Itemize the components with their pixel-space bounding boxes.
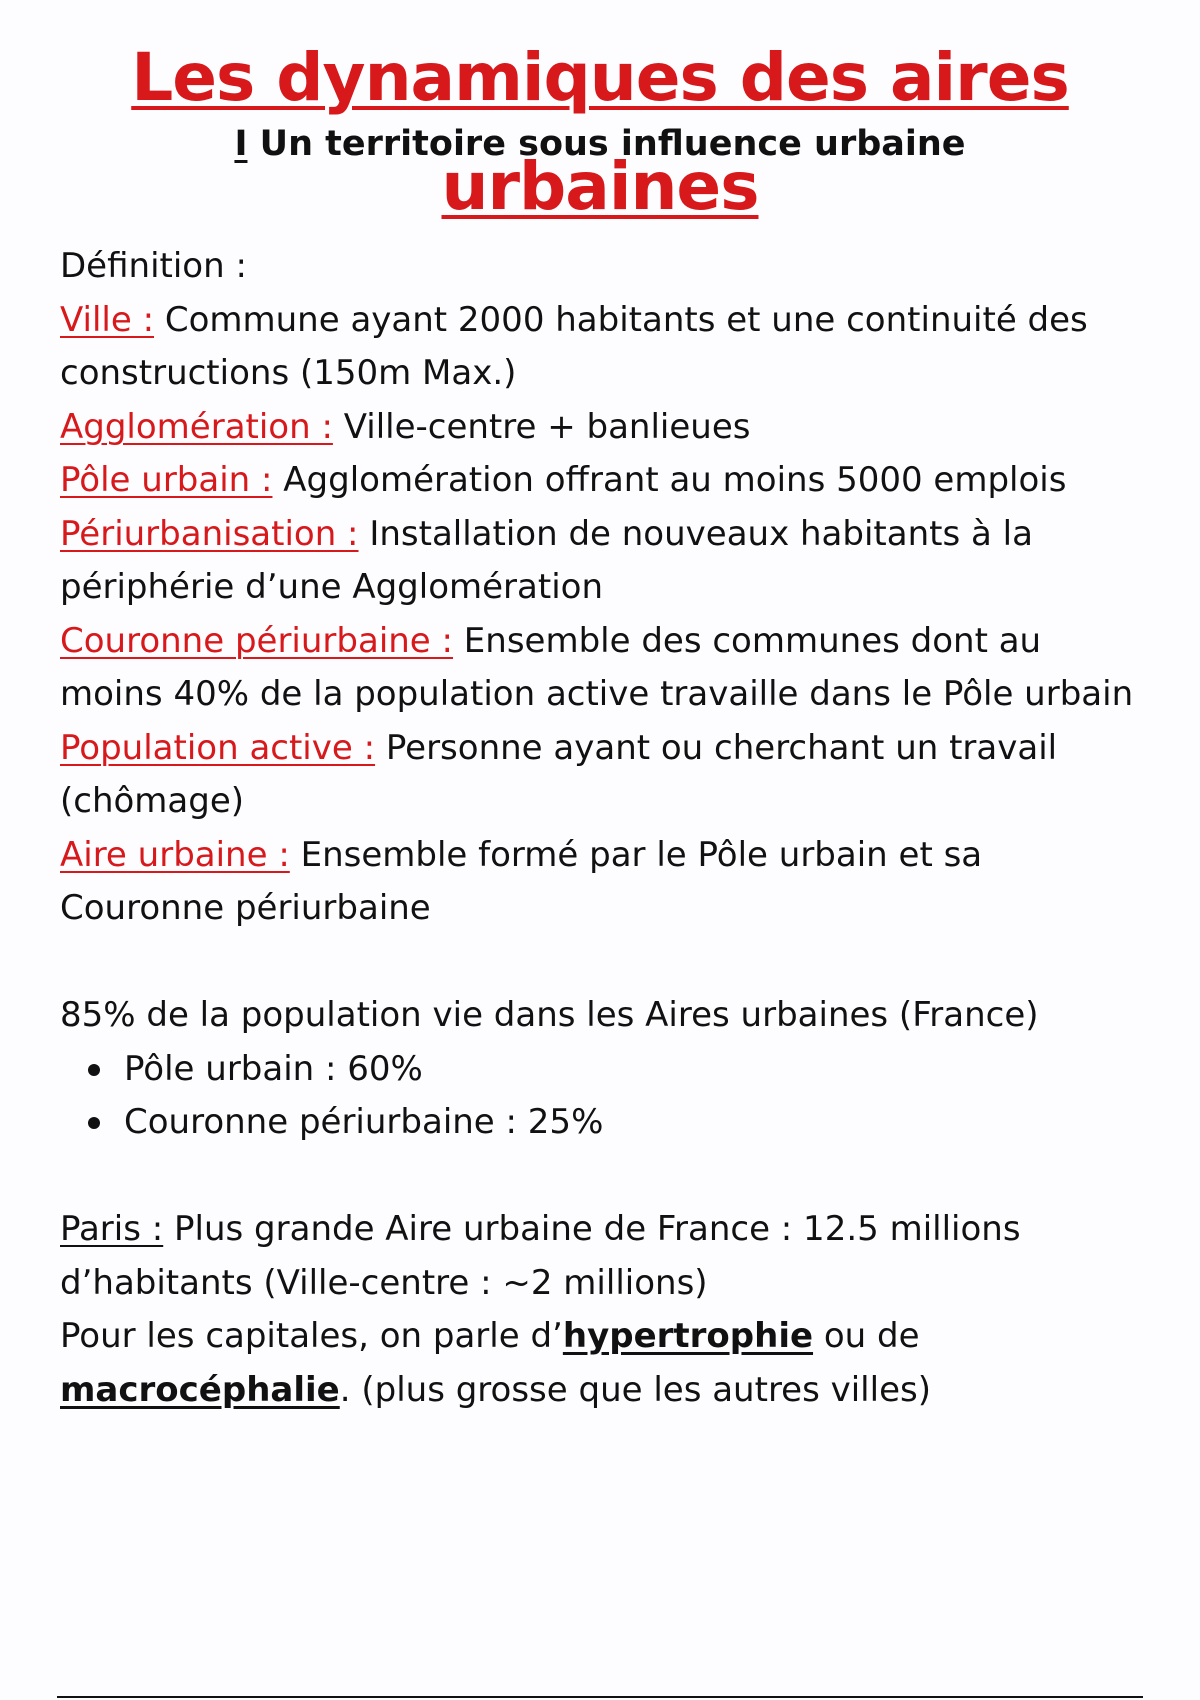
page-divider xyxy=(57,1696,1143,1698)
capitals-middle: ou de xyxy=(813,1316,920,1356)
page-header xyxy=(0,39,1200,225)
definition-pole-urbain xyxy=(60,454,1140,508)
capitals-paragraph xyxy=(60,1310,1140,1417)
definition-term: Population active : xyxy=(60,727,376,768)
definition-periurbanisation xyxy=(60,508,1140,615)
paris-term: Paris : xyxy=(60,1209,164,1249)
definition-term: Agglomération : xyxy=(60,406,333,447)
paris-text: Plus grande Aire urbaine de France : 12.5 millions d’habitants (Ville-centre : ~2 millions) xyxy=(60,1209,1021,1303)
definition-population-active xyxy=(60,722,1140,829)
definition-couronne-periurbaine xyxy=(60,615,1140,722)
definition-term: Aire urbaine : xyxy=(60,834,290,875)
list-item-text: Pôle urbain : 60% xyxy=(124,1048,423,1089)
keyword-macrocephalie: macrocéphalie xyxy=(60,1369,340,1410)
stats-intro: 85% de la population vie dans les Aires urbaines (France) xyxy=(60,995,1039,1035)
definition-text: Ville-centre + banlieues xyxy=(332,406,751,447)
definition-aire-urbaine xyxy=(60,829,1140,936)
document-body xyxy=(60,240,1140,1417)
section-subtitle-text: Un territoire sous influence urbaine xyxy=(247,124,966,164)
definition-text: Ensemble formé par le Pôle urbain et sa Couronne périurbaine xyxy=(60,834,983,928)
section-numeral: I xyxy=(234,124,248,164)
definition-text: Ensemble des communes dont au moins 40% de la population active travaille dans le Pôle urbain xyxy=(60,620,1134,714)
definition-term: Pôle urbain : xyxy=(60,460,273,500)
page-title-line-1: Les dynamiques des aires xyxy=(131,39,1069,116)
spacer xyxy=(60,936,1140,990)
definition-agglomeration xyxy=(60,401,1140,455)
definition-text: Commune ayant 2000 habitants et une continuité des constructions (150m Max.) xyxy=(60,299,1088,393)
list-item xyxy=(88,1043,1140,1097)
definition-term: Périurbanisation : xyxy=(60,513,359,554)
definition-text: Personne ayant ou cherchant un travail (chômage) xyxy=(60,727,1058,821)
definition-term: Ville : xyxy=(60,299,155,340)
keyword-hypertrophie: hypertrophie xyxy=(562,1316,814,1356)
stats-list xyxy=(60,1043,1140,1150)
definition-ville xyxy=(60,294,1140,401)
bullet-icon xyxy=(88,1117,100,1129)
paris-paragraph xyxy=(60,1203,1140,1310)
page-title-line-2: urbaines xyxy=(441,148,759,225)
definitions-heading: Définition : xyxy=(60,246,247,286)
definition-term: Couronne périurbaine : xyxy=(60,620,453,661)
spacer xyxy=(60,1150,1140,1204)
bullet-icon xyxy=(88,1064,100,1076)
capitals-prefix: Pour les capitales, on parle d’ xyxy=(60,1316,563,1356)
list-item xyxy=(88,1096,1140,1150)
capitals-suffix: . (plus grosse que les autres villes) xyxy=(339,1369,931,1410)
list-item-text: Couronne périurbaine : 25% xyxy=(124,1102,604,1142)
definition-text: Installation de nouveaux habitants à la périphérie d’une Agglomération xyxy=(60,513,1033,607)
definition-text: Agglomération offrant au moins 5000 emplois xyxy=(272,460,1067,500)
